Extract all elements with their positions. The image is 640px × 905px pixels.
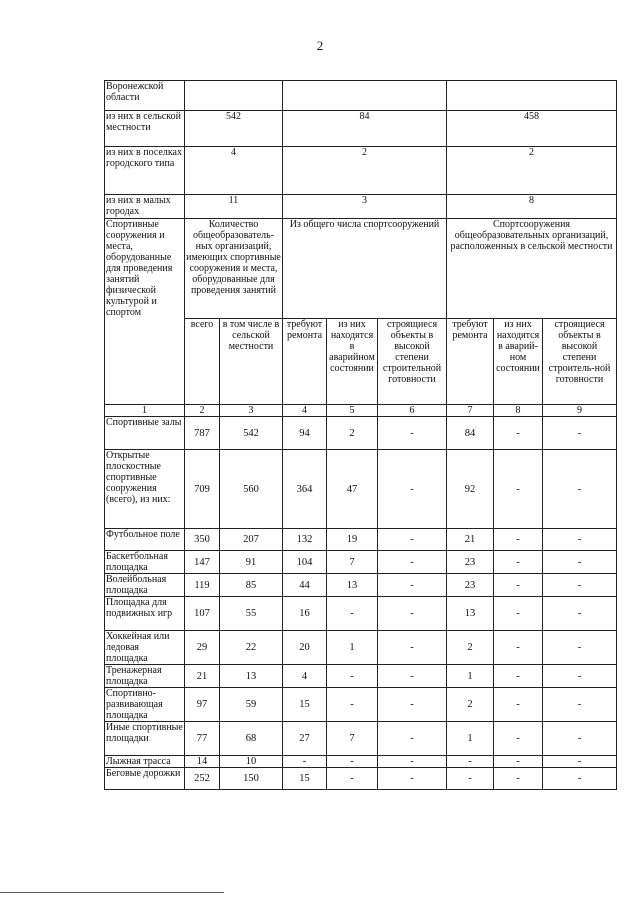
value-cell: 23 — [447, 551, 494, 574]
value-cell: 84 — [283, 111, 447, 147]
value-cell: 458 — [447, 111, 617, 147]
table-row — [105, 417, 617, 450]
value-cell: 147 — [185, 551, 220, 574]
row-label: из них в сельской местности — [105, 111, 185, 147]
column-numbers-row — [105, 405, 617, 417]
value-cell: 68 — [220, 722, 283, 756]
value-cell: - — [327, 688, 378, 722]
value-cell: 107 — [185, 597, 220, 631]
value-cell: 542 — [185, 111, 283, 147]
value-cell: 13 — [220, 665, 283, 688]
value-cell: - — [378, 756, 447, 768]
value-cell: 2 — [447, 147, 617, 195]
value-cell: - — [543, 529, 617, 551]
value-cell: - — [378, 665, 447, 688]
table-row — [105, 665, 617, 688]
header-total: Из общего числа спортсооружений — [283, 219, 447, 319]
facility-name: Тренажерная площадка — [105, 665, 185, 688]
value-cell: 560 — [220, 450, 283, 529]
value-cell: 16 — [283, 597, 327, 631]
value-cell: - — [543, 551, 617, 574]
facility-name: Лыжная трасса — [105, 756, 185, 768]
value-cell: - — [494, 722, 543, 756]
value-cell: 2 — [327, 417, 378, 450]
value-cell: 150 — [220, 768, 283, 790]
table-row — [105, 81, 617, 111]
value-cell: - — [543, 722, 617, 756]
value-cell: 7 — [327, 551, 378, 574]
value-cell: 350 — [185, 529, 220, 551]
facility-name: Беговые дорожки — [105, 768, 185, 790]
table-row — [105, 756, 617, 768]
value-cell: 207 — [220, 529, 283, 551]
table-row — [105, 597, 617, 631]
value-cell: - — [494, 551, 543, 574]
value-cell: 85 — [220, 574, 283, 597]
facility-name: Баскетбольная площадка — [105, 551, 185, 574]
value-cell: - — [447, 756, 494, 768]
column-number: 4 — [283, 405, 327, 417]
row-label: из них в поселках городского типа — [105, 147, 185, 195]
table-row — [105, 768, 617, 790]
value-cell: 4 — [185, 147, 283, 195]
value-cell: 2 — [447, 688, 494, 722]
subheader: требуют ремонта — [447, 319, 494, 405]
value-cell: 132 — [283, 529, 327, 551]
table-row — [105, 529, 617, 551]
value-cell — [185, 81, 283, 111]
value-cell: - — [494, 417, 543, 450]
subheader: строящиеся объекты в высокой степени строительной готовности — [378, 319, 447, 405]
subheader: строящиеся объекты в высокой степени строитель-ной готовности — [543, 319, 617, 405]
footer-divider — [0, 892, 224, 893]
value-cell: 84 — [447, 417, 494, 450]
value-cell: 21 — [447, 529, 494, 551]
value-cell: - — [327, 597, 378, 631]
value-cell: 2 — [283, 147, 447, 195]
value-cell: 8 — [447, 195, 617, 219]
subheader: требуют ремонта — [283, 319, 327, 405]
value-cell: - — [543, 768, 617, 790]
value-cell: - — [378, 529, 447, 551]
column-number: 7 — [447, 405, 494, 417]
table-row — [105, 631, 617, 665]
value-cell: - — [543, 665, 617, 688]
value-cell: 20 — [283, 631, 327, 665]
header-count: Количество общеобразователь-ных организаций, имеющих спортивные сооружения и места, оборудованные для проведения занятий — [185, 219, 283, 319]
value-cell: - — [378, 574, 447, 597]
facility-name: Хоккейная или ледовая площадка — [105, 631, 185, 665]
facility-name: Площадка для подвижных игр — [105, 597, 185, 631]
row-label: из них в малых городах — [105, 195, 185, 219]
value-cell: 15 — [283, 688, 327, 722]
value-cell: - — [543, 688, 617, 722]
value-cell: 1 — [447, 665, 494, 688]
page-number: 2 — [316, 38, 324, 53]
value-cell: - — [543, 574, 617, 597]
value-cell: 44 — [283, 574, 327, 597]
facility-name: Спортивные залы — [105, 417, 185, 450]
value-cell: - — [494, 450, 543, 529]
value-cell: 94 — [283, 417, 327, 450]
value-cell: - — [494, 756, 543, 768]
data-rows — [105, 417, 617, 790]
value-cell: - — [283, 756, 327, 768]
column-number: 5 — [327, 405, 378, 417]
column-number: 8 — [494, 405, 543, 417]
value-cell: 14 — [185, 756, 220, 768]
value-cell: - — [378, 768, 447, 790]
value-cell: 252 — [185, 768, 220, 790]
value-cell: 47 — [327, 450, 378, 529]
value-cell: - — [494, 597, 543, 631]
value-cell: 77 — [185, 722, 220, 756]
value-cell: 27 — [283, 722, 327, 756]
value-cell: - — [378, 722, 447, 756]
table-row — [105, 574, 617, 597]
row-label: Воронежской области — [105, 81, 185, 111]
value-cell: 15 — [283, 768, 327, 790]
value-cell: - — [543, 756, 617, 768]
value-cell: 97 — [185, 688, 220, 722]
value-cell: - — [494, 665, 543, 688]
value-cell: - — [327, 768, 378, 790]
table-row — [105, 688, 617, 722]
value-cell: 59 — [220, 688, 283, 722]
value-cell: - — [327, 665, 378, 688]
subheader: в том числе в сельской местности — [220, 319, 283, 405]
header-rural: Спортсооружения общеобразовательных организаций, расположенных в сельской местности — [447, 219, 617, 319]
value-cell: - — [494, 768, 543, 790]
value-cell: 19 — [327, 529, 378, 551]
facility-name: Открытые плоскостные спортивные сооружения (всего), из них: — [105, 450, 185, 529]
value-cell: 4 — [283, 665, 327, 688]
value-cell: 91 — [220, 551, 283, 574]
value-cell: - — [543, 631, 617, 665]
subheader: из них находятся в аварийном состоянии — [327, 319, 378, 405]
value-cell: - — [327, 756, 378, 768]
facility-name: Спортивно-развивающая площадка — [105, 688, 185, 722]
sports-facilities-table — [104, 80, 616, 790]
table-row — [105, 722, 617, 756]
column-number: 9 — [543, 405, 617, 417]
table-row — [105, 111, 617, 147]
header-facilities: Спортивные сооружения и места, оборудованные для проведения занятий физической культурой и спортом — [105, 219, 185, 405]
value-cell: 104 — [283, 551, 327, 574]
column-number: 1 — [105, 405, 185, 417]
value-cell: 23 — [447, 574, 494, 597]
column-number: 3 — [220, 405, 283, 417]
value-cell: 22 — [220, 631, 283, 665]
value-cell: - — [378, 631, 447, 665]
value-cell: 29 — [185, 631, 220, 665]
value-cell: - — [543, 417, 617, 450]
facility-name: Футбольное поле — [105, 529, 185, 551]
value-cell: - — [378, 417, 447, 450]
value-cell: 13 — [327, 574, 378, 597]
value-cell: 3 — [283, 195, 447, 219]
subheader: из них находятся в аварий-ном состоянии — [494, 319, 543, 405]
value-cell: 364 — [283, 450, 327, 529]
value-cell: - — [447, 768, 494, 790]
value-cell: 1 — [327, 631, 378, 665]
value-cell: - — [378, 450, 447, 529]
table-row — [105, 147, 617, 195]
value-cell: 7 — [327, 722, 378, 756]
value-cell: - — [378, 597, 447, 631]
value-cell: - — [543, 450, 617, 529]
value-cell — [447, 81, 617, 111]
table-row — [105, 450, 617, 529]
header-row — [105, 219, 617, 319]
value-cell: 10 — [220, 756, 283, 768]
value-cell — [283, 81, 447, 111]
facility-name: Волейбольная площадка — [105, 574, 185, 597]
value-cell: - — [378, 688, 447, 722]
table-row — [105, 195, 617, 219]
value-cell: 542 — [220, 417, 283, 450]
value-cell: - — [494, 688, 543, 722]
value-cell: 55 — [220, 597, 283, 631]
value-cell: 787 — [185, 417, 220, 450]
value-cell: 11 — [185, 195, 283, 219]
column-number: 6 — [378, 405, 447, 417]
column-number: 2 — [185, 405, 220, 417]
value-cell: 13 — [447, 597, 494, 631]
value-cell: 119 — [185, 574, 220, 597]
value-cell: - — [494, 529, 543, 551]
value-cell: - — [378, 551, 447, 574]
value-cell: 1 — [447, 722, 494, 756]
value-cell: - — [543, 597, 617, 631]
value-cell: 21 — [185, 665, 220, 688]
table-row — [105, 551, 617, 574]
value-cell: - — [494, 574, 543, 597]
value-cell: 709 — [185, 450, 220, 529]
value-cell: 92 — [447, 450, 494, 529]
value-cell: 2 — [447, 631, 494, 665]
subheader: всего — [185, 319, 220, 405]
facility-name: Иные спортивные площадки — [105, 722, 185, 756]
value-cell: - — [494, 631, 543, 665]
